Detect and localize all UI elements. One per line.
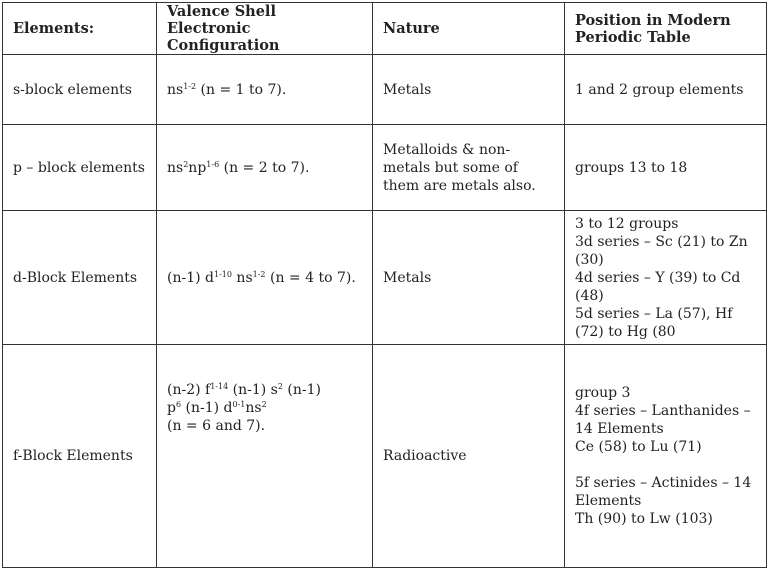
position-line: 5f series – Actinides – 14 Elements xyxy=(575,475,752,509)
superscript: 6 xyxy=(175,400,182,409)
header-config: Valence Shell Electronic Configuration xyxy=(157,3,373,55)
config-cell xyxy=(157,211,373,345)
table-row xyxy=(3,55,767,125)
nature-cell: Metals xyxy=(373,55,565,125)
nature-cell: Metalloids & non-metals but some of them are metals also. xyxy=(373,125,565,211)
position-line: group 3 xyxy=(575,385,631,401)
nature-cell: Radioactive xyxy=(373,345,565,568)
config-text: (n-1) d xyxy=(181,400,233,416)
position-cell xyxy=(565,55,767,125)
config-text: (n = 6 and 7). xyxy=(167,418,266,434)
superscript: 1-2 xyxy=(183,81,197,91)
config-text: p xyxy=(167,400,176,416)
elements-table xyxy=(2,2,767,568)
config-text: ns xyxy=(167,81,184,98)
position-line: 3d series – Sc (21) to Zn (30) xyxy=(575,233,748,268)
superscript: 2 xyxy=(277,382,283,391)
position-line xyxy=(575,456,756,474)
config-line xyxy=(167,417,362,435)
config-text: (n-1) d xyxy=(167,269,214,286)
position-line: 4f series – Lanthanides – 14 Elements xyxy=(575,403,751,437)
header-elements: Elements: xyxy=(3,3,157,55)
superscript: 1-10 xyxy=(214,269,232,279)
config-text: (n-2) f xyxy=(167,382,211,398)
element-cell: s-block elements xyxy=(3,55,157,125)
position-cell xyxy=(565,345,767,568)
element-cell: f-Block Elements xyxy=(3,345,157,568)
header-position: Position in Modern Periodic Table xyxy=(565,3,767,55)
config-text: (n-1) s xyxy=(228,382,278,398)
position-line: 4d series – Y (39) to Cd (48) xyxy=(575,269,741,304)
config-cell xyxy=(157,125,373,211)
config-text: (n = 1 to 7). xyxy=(196,81,287,98)
superscript: 1-14 xyxy=(210,382,229,391)
position-cell xyxy=(565,211,767,345)
config-text: ns xyxy=(245,400,262,416)
element-cell: d-Block Elements xyxy=(3,211,157,345)
position-line: Th (90) to Lw (103) xyxy=(575,511,713,527)
table-row xyxy=(3,125,767,211)
nature-cell: Metals xyxy=(373,211,565,345)
header-row xyxy=(3,3,767,55)
table-row xyxy=(3,345,767,568)
position-line: 3 to 12 groups xyxy=(575,215,679,232)
position-line: groups 13 to 18 xyxy=(575,159,688,176)
config-line xyxy=(167,381,362,399)
position-cell xyxy=(565,125,767,211)
config-text: (n = 2 to 7). xyxy=(219,159,310,176)
superscript: 2 xyxy=(183,159,189,169)
position-line: 5d series – La (57), Hf (72) to Hg (80 xyxy=(575,305,733,340)
config-text: (n-1) xyxy=(282,382,321,398)
config-text: ns xyxy=(167,159,184,176)
header-nature: Nature xyxy=(373,3,565,55)
config-cell xyxy=(157,55,373,125)
config-line xyxy=(167,159,362,177)
config-text: (n = 4 to 7). xyxy=(265,269,356,286)
config-text: np xyxy=(188,159,207,176)
position-line: Ce (58) to Lu (71) xyxy=(575,439,702,455)
position-line: 1 and 2 group elements xyxy=(575,81,744,98)
superscript: 1-2 xyxy=(252,269,266,279)
superscript: 1-6 xyxy=(206,159,220,169)
config-line xyxy=(167,81,362,99)
table-row xyxy=(3,211,767,345)
config-text: ns xyxy=(231,269,253,286)
config-cell xyxy=(157,345,373,568)
superscript: 2 xyxy=(261,400,267,409)
config-line xyxy=(167,269,362,287)
superscript: 0-1 xyxy=(232,400,246,409)
config-line xyxy=(167,399,362,417)
element-cell: p – block elements xyxy=(3,125,157,211)
